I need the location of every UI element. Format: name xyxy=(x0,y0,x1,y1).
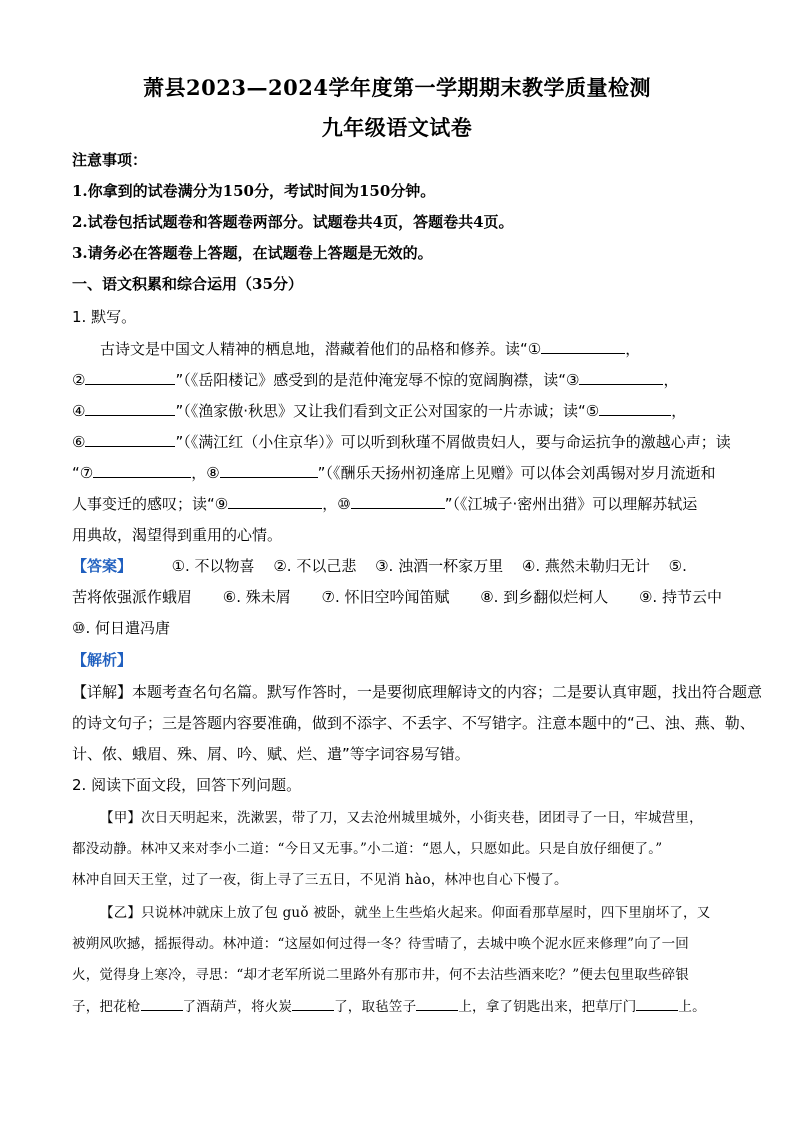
answer-item: ①. 不以物喜 xyxy=(171,557,255,575)
passage-jia-line: 林冲自回天王堂，过了一夜，街上寻了三五日，不见消 hào，林冲也自心下慢了。 xyxy=(72,872,568,888)
answer-blank[interactable] xyxy=(85,370,175,385)
answer-blank[interactable] xyxy=(220,463,318,478)
answer-item: 苦将侬强派作蛾眉 xyxy=(72,588,193,606)
answer-blank[interactable] xyxy=(599,401,671,416)
answer-blank[interactable] xyxy=(228,494,322,509)
answer-label: 【答案】 xyxy=(72,557,133,575)
passage-yi-line: 子，把花枪 了酒葫芦，将火炭 了，取毡笠子 上，拿了钥匙出来，把草厅门 上。 xyxy=(72,996,722,1017)
question-1-text: “⑦ ，⑧ ”（《酬乐天扬州初逢席上见赠》可以体会刘禹锡对岁月流逝和 xyxy=(72,464,716,482)
answer-blank[interactable] xyxy=(579,370,663,385)
notice-item: 2.试卷包括试题卷和答题卷两部分。试题卷共4页，答题卷共4页。 xyxy=(72,213,514,231)
question-1-text: 用典故，渴望得到重用的心情。 xyxy=(72,526,283,544)
answer-item: ⑦. 怀旧空吟闻笛赋 xyxy=(321,588,450,606)
answer-item: ⑥. 殊未屑 xyxy=(222,588,291,606)
section-heading: 一、语文积累和综合运用（35分） xyxy=(72,275,303,293)
question-1-text: ② ”（《岳阳楼记》感受到的是范仲淹宠辱不惊的宽阔胸襟，读“③ ， xyxy=(72,371,679,389)
question-1-text: 人事变迁的感叹；读“⑨ ，⑩ ”（《江城子·密州出猎》可以理解苏轼运 xyxy=(72,495,698,513)
answer-item: ⑨. 持节云中 xyxy=(638,588,722,606)
passage-yi-line: 火，觉得身上寒冷，寻思：“却才老军所说二里路外有那市井，何不去沽些酒来吃？”便去包里取些碎银 xyxy=(72,967,690,983)
answer-item: ②. 不以己悲 xyxy=(273,557,357,575)
answer-item: ⑧. 到乡翻似烂柯人 xyxy=(480,588,609,606)
passage-jia-line: 都没动静。林冲又来对李小二道：“今日又无事。”小二道：“恩人，只愿如此。只是自放仔细便了。” xyxy=(72,841,663,857)
answer-row xyxy=(72,556,722,576)
question-1-text: ⑥ ”（《满江红（小住京华）》可以听到秋瑾不屑做贵妇人，要与命运抗争的激越心声；读 xyxy=(72,433,731,451)
question-1-text: ④ ”（《渔家傲·秋思》又让我们看到文正公对国家的一片赤诚；读“⑤ ， xyxy=(72,402,687,420)
answer-blank[interactable] xyxy=(541,339,625,354)
answer-blank[interactable] xyxy=(416,996,458,1011)
notice-item: 1.你拿到的试卷满分为150分，考试时间为150分钟。 xyxy=(72,182,436,200)
answer-row: ⑩. 何日遣冯唐 xyxy=(72,619,170,637)
answer-blank[interactable] xyxy=(93,463,191,478)
detail-text: 计、侬、蛾眉、殊、屑、吟、赋、烂、遣”等字词容易写错。 xyxy=(72,745,470,763)
answer-blank[interactable] xyxy=(351,494,445,509)
question-1-text: 古诗文是中国文人精神的栖息地，潜藏着他们的品格和修养。读“① ， xyxy=(100,340,641,358)
answer-blank[interactable] xyxy=(85,401,175,416)
notice-heading: 注意事项： xyxy=(72,151,148,169)
analysis-label: 【解析】 xyxy=(72,651,133,669)
detail-text: 的诗文句子；三是答题内容要准确，做到不添字、不丢字、不写错字。注意本题中的“己、浊、燕、勒、 xyxy=(72,714,755,732)
answer-blank[interactable] xyxy=(141,996,183,1011)
answer-blank[interactable] xyxy=(636,996,678,1011)
answer-item: ⑤. xyxy=(668,557,687,575)
question-2-label: 2. 阅读下面文段，回答下列问题。 xyxy=(72,776,302,794)
answer-item: ③. 浊酒一杯家万里 xyxy=(375,557,504,575)
passage-jia-line: 【甲】次日天明起来，洗漱罢，带了刀，又去沧州城里城外，小街夹巷，团团寻了一日，牢城营里， xyxy=(100,810,703,826)
passage-yi-line: 【乙】只说林冲就床上放了包 guǒ 被卧，就坐上生些焰火起来。仰面看那草屋时，四下里崩坏了，又 xyxy=(100,905,711,921)
answer-blank[interactable] xyxy=(292,996,334,1011)
page-subtitle: 九年级语文试卷 xyxy=(321,115,473,140)
passage-yi-line: 被朔风吹撼，摇振得动。林冲道：“这屋如何过得一冬？待雪晴了，去城中唤个泥水匠来修理”向了一回 xyxy=(72,936,690,952)
answer-blank[interactable] xyxy=(85,432,175,447)
question-1-label: 1. 默写。 xyxy=(72,308,137,326)
answer-row xyxy=(72,587,722,607)
answer-item: ④. 燕然未勒归无计 xyxy=(521,557,650,575)
notice-item: 3.请务必在答题卷上答题，在试题卷上答题是无效的。 xyxy=(72,244,433,262)
page-title: 萧县2023—2024学年度第一学期期末教学质量检测 xyxy=(143,75,651,100)
detail-text: 【详解】本题考查名句名篇。默写作答时，一是要彻底理解诗文的内容；二是要认真审题，找出符合题意 xyxy=(72,683,763,701)
